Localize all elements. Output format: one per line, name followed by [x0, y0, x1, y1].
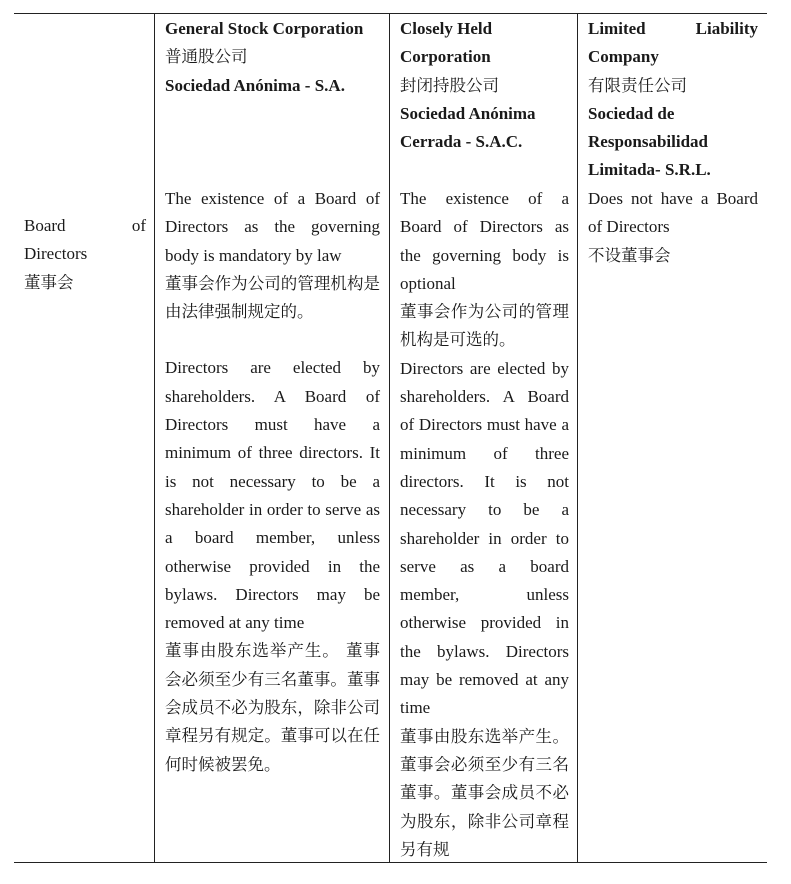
board-existence-text-chinese: 董事会作为公司的管理机构是可选的。 — [400, 302, 569, 350]
column-general-stock-corporation — [165, 15, 380, 779]
header-title-english: General Stock Corporation — [165, 19, 364, 38]
row-label-english: Board of Directors — [24, 216, 146, 264]
header-title-spanish: Sociedad de Responsabilidad Limitada- S.R.L. — [588, 103, 711, 180]
board-existence-text-chinese: 不设董事会 — [588, 245, 671, 265]
header-title-chinese: 有限责任公司 — [588, 75, 687, 95]
column-divider-3 — [577, 13, 578, 863]
directors-election-text-english: Directors are elected by shareholders. A Board of Directors must have a minimum of three directors. It is not necessary to be a shareholder in order to serve as a board member, unless otherwise provided in the bylaws. Directors may be removed at any time — [165, 358, 380, 633]
header-title-chinese: 封闭持股公司 — [400, 75, 499, 95]
column-limited-liability-company — [588, 15, 758, 270]
header-title-spanish: Sociedad Anónima - S.A. — [165, 75, 345, 95]
table-top-rule — [14, 13, 767, 14]
header-title-english: Closely Held Corporation — [400, 19, 493, 67]
header-title-english: Limited Liability Company — [588, 19, 758, 67]
row-label-cell — [24, 212, 146, 297]
board-existence-text-english: The existence of a Board of Directors as the governing body is optional — [400, 189, 569, 293]
column-divider-1 — [154, 13, 155, 863]
column-header — [400, 15, 569, 185]
board-existence-text-chinese: 董事会作为公司的管理机构是由法律强制规定的。 — [165, 273, 380, 322]
table-bottom-rule — [14, 862, 767, 863]
board-existence-text-english: Does not have a Board of Directors — [588, 189, 758, 237]
directors-election-text-chinese: 董事由股东选举产生。 董事会必须至少有三名董事。董事会成员不必为股东，除非公司章程另有规定。董事可以在任何时候被罢免。 — [165, 641, 380, 774]
column-header — [588, 15, 758, 185]
column-closely-held-corporation — [400, 15, 569, 861]
header-title-spanish: Sociedad Anónima Cerrada - S.A.C. — [400, 103, 536, 152]
header-title-chinese: 普通股公司 — [165, 47, 248, 67]
column-divider-2 — [389, 13, 390, 863]
column-header — [165, 15, 380, 185]
board-existence-text-english: The existence of a Board of Directors as the governing body is mandatory by law — [165, 189, 380, 265]
directors-election-text-english: Directors are elected by shareholders. A Board of Directors must have a minimum of three directors. It is not necessary to be a shareholder in order to serve as a board member, unless otherwise provided in the bylaws. Directors may be removed at any time — [400, 358, 569, 718]
directors-election-text-chinese: 董事由股东选举产生。董事会必须至少有三名董事。董事会成员不必为股东，除非公司章程另有规 — [400, 726, 569, 859]
row-label-chinese: 董事会 — [24, 272, 74, 292]
